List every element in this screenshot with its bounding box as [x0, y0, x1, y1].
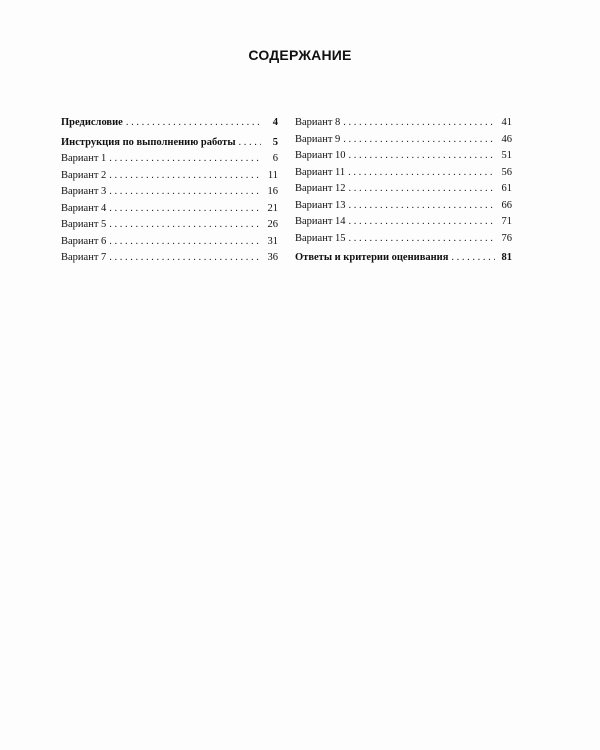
toc-right-column — [295, 115, 512, 267]
toc-entry-page: 76 — [501, 232, 512, 244]
toc-entry-label: Вариант 11 — [295, 166, 346, 178]
toc-entry-page: 11 — [267, 169, 278, 181]
toc-entry-page: 66 — [501, 199, 512, 211]
toc-entry-label: Вариант 9 — [295, 133, 341, 145]
toc-left-column — [61, 115, 278, 267]
toc-leader-dots — [349, 231, 495, 248]
toc-entry-label: Инструкция по выполнению работы — [61, 136, 236, 148]
toc-leader-dots — [349, 198, 495, 215]
toc-entry-label: Вариант 12 — [295, 183, 346, 194]
toc-entry-label: Вариант 8 — [295, 117, 341, 128]
toc-entry — [295, 148, 512, 165]
toc-entry-page: 41 — [501, 117, 512, 128]
toc-leader-dots — [109, 151, 261, 168]
toc-entry-label: Вариант 13 — [295, 199, 346, 211]
toc-leader-dots — [109, 217, 261, 234]
toc-entry-label: Вариант 10 — [295, 150, 346, 161]
toc-leader-dots — [239, 135, 261, 152]
toc-leader-dots — [343, 132, 495, 149]
toc-entry — [295, 250, 512, 267]
toc-entry — [295, 181, 512, 198]
toc-entry — [295, 115, 512, 132]
toc-entry — [61, 115, 278, 132]
toc-entry-page: 4 — [272, 117, 278, 128]
toc-entry-page: 36 — [267, 252, 278, 263]
toc-entry — [295, 198, 512, 215]
toc-leader-dots — [349, 181, 495, 198]
toc-entry — [295, 165, 512, 182]
toc-entry — [61, 184, 278, 201]
toc-entry — [61, 151, 278, 168]
toc-entry-page: 51 — [501, 150, 512, 161]
toc-entry-label: Вариант 6 — [61, 235, 107, 247]
toc-entry-page: 71 — [501, 216, 512, 227]
toc-leader-dots — [109, 234, 261, 251]
toc-entry — [61, 201, 278, 218]
toc-entry — [61, 168, 278, 185]
toc-leader-dots — [109, 250, 261, 267]
toc-entry-page: 46 — [501, 133, 512, 145]
toc-leader-dots — [349, 214, 495, 231]
toc-entry-page: 6 — [272, 153, 278, 164]
page-title: СОДЕРЖАНИЕ — [248, 47, 352, 63]
toc-entry-label: Вариант 15 — [295, 232, 346, 244]
toc-entry — [295, 132, 512, 149]
toc-entry-label: Вариант 5 — [61, 219, 107, 230]
toc-entry-label: Предисловие — [61, 117, 123, 128]
toc-leader-dots — [348, 165, 495, 182]
toc-leader-dots — [451, 250, 495, 267]
toc-entry — [295, 231, 512, 248]
toc-leader-dots — [343, 115, 495, 132]
toc-leader-dots — [109, 201, 261, 218]
toc-leader-dots — [109, 184, 261, 201]
toc-entry — [61, 217, 278, 234]
toc-entry-label: Вариант 7 — [61, 252, 107, 263]
toc-entry — [61, 135, 278, 152]
toc-entry-page: 31 — [267, 235, 278, 247]
toc-entry — [61, 250, 278, 267]
toc-entry-label: Вариант 14 — [295, 216, 346, 227]
toc-entry-label: Вариант 3 — [61, 186, 107, 197]
toc-entry-page: 16 — [267, 186, 278, 197]
toc-entry-page: 5 — [272, 136, 278, 148]
toc-leader-dots — [109, 168, 261, 185]
toc-entry-page: 56 — [501, 166, 512, 178]
toc-entry — [61, 234, 278, 251]
toc-leader-dots — [126, 115, 261, 132]
toc-entry-page: 81 — [501, 252, 512, 263]
toc-entry — [295, 214, 512, 231]
toc-leader-dots — [349, 148, 495, 165]
toc-entry-label: Вариант 4 — [61, 202, 107, 214]
toc-entry-label: Вариант 2 — [61, 169, 107, 181]
toc-entry-label: Ответы и критерии оценивания — [295, 252, 449, 263]
toc-entry-page: 61 — [501, 183, 512, 194]
toc-entry-label: Вариант 1 — [61, 153, 107, 164]
toc-entry-page: 21 — [267, 202, 278, 214]
toc-entry-page: 26 — [267, 219, 278, 230]
